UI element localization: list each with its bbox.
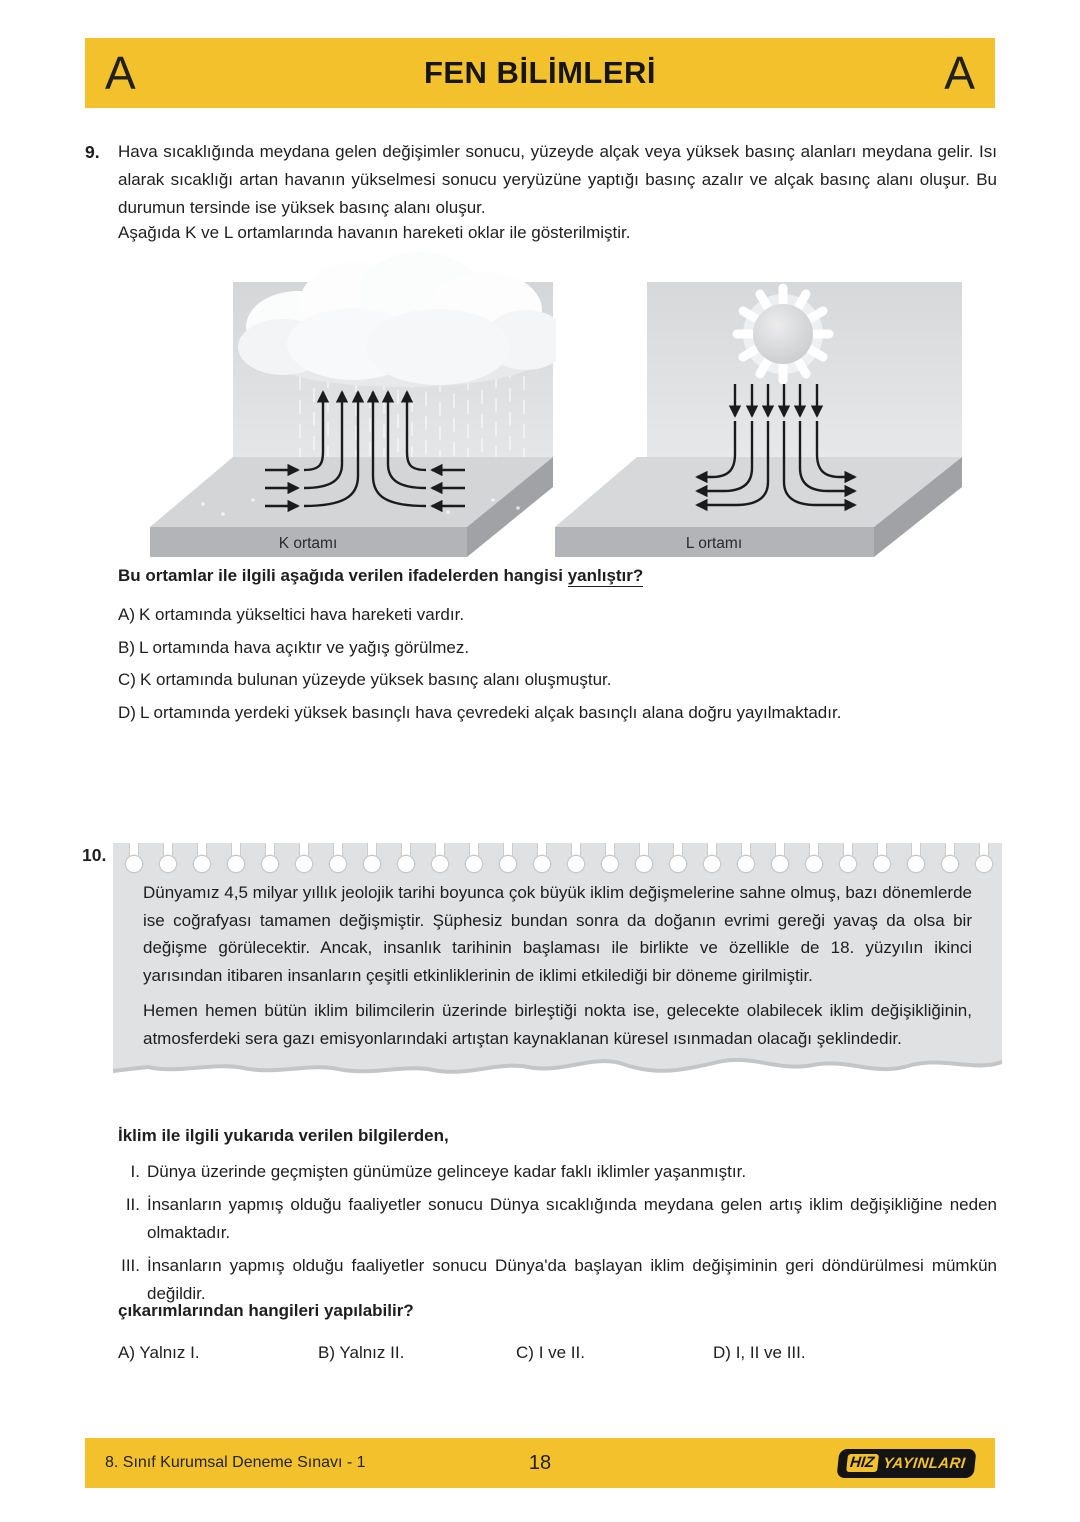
booklet-letter-right: A xyxy=(944,47,975,99)
option-a-text: Yalnız I. xyxy=(139,1343,200,1362)
question-9-body: Hava sıcaklığında meydana gelen değişimler sonucu, yüzeyde alçak veya yüksek basınç alanları meydana gelir. Isı alarak sıcaklığı artan havanın yükselmesi sonucu yeryüzüne yaptığı basınç azalır ve alçak basınç alanı oluşur. Bu durumun tersinde ise yüksek basınç alanı oluşur. xyxy=(118,142,997,217)
figure-k-environment xyxy=(148,252,556,560)
option-b xyxy=(118,636,997,660)
question-9-figures xyxy=(148,252,968,564)
page-number: 18 xyxy=(528,1451,552,1474)
question-9 xyxy=(85,138,997,222)
torn-paper-panel xyxy=(113,843,1002,1092)
publisher-logo-hiz: HIZ xyxy=(846,1454,879,1472)
figure-k-label: K ortamı xyxy=(278,535,338,552)
platform-k xyxy=(150,457,553,557)
torn-paper-body xyxy=(113,876,1002,1052)
option-a-text: K ortamında yükseltici hava hareketi vardır. xyxy=(139,605,465,624)
question-10-statements xyxy=(113,1158,997,1313)
statement-1 xyxy=(113,1158,997,1186)
option-c-label: C) xyxy=(118,670,136,689)
statement-2 xyxy=(113,1191,997,1247)
question-9-stem-underlined: yanlıştır? xyxy=(567,566,644,585)
statement-1-text: Dünya üzerinde geçmişten günümüze gelinceye kadar faklı iklimler yaşanmıştır. xyxy=(147,1162,747,1181)
option-a xyxy=(118,603,997,627)
question-10-paragraph-1: Dünyamız 4,5 milyar yıllık jeolojik tarihi boyunca çok büyük iklim değişmelerine sahne olmuş, bazı dönemlerde ise coğrafyası tamamen değişmiştir. Şüphesiz bundan sonra da doğanın evrimi gereği yavaş da olsa bir değişme görülecektir. Ancak, insanlık tarihinin başlaması ile birlikte ve özellikle de 18. yüzyılın ikinci yarısından itibaren insanların çeşitli etkinliklerinin de iklimi etkilediği bir döneme girilmiştir. xyxy=(143,883,972,985)
statement-2-text: İnsanların yapmış olduğu faaliyetler sonucu Dünya sıcaklığında meydana gelen artış iklim değişikliğine neden olmaktadır. xyxy=(147,1195,997,1242)
option-a xyxy=(118,1343,318,1363)
option-a-label: A) xyxy=(118,605,135,624)
question-9-stem-prefix: Bu ortamlar ile ilgili aşağıda verilen ifadelerden hangisi xyxy=(118,566,568,585)
question-10-number: 10. xyxy=(82,845,107,865)
option-c xyxy=(118,668,997,692)
question-10-lead-in: İklim ile ilgili yukarıda verilen bilgilerden, xyxy=(118,1126,449,1145)
option-d xyxy=(118,701,997,725)
rain-cloud-icon xyxy=(238,252,556,387)
statement-2-numeral: II. xyxy=(125,1195,140,1214)
torn-paper-ripped-edge xyxy=(113,1052,1002,1092)
option-c xyxy=(516,1343,713,1363)
footer-band xyxy=(85,1438,995,1488)
option-d-label: D) xyxy=(713,1343,731,1362)
torn-paper-perforation-edge xyxy=(113,843,1002,876)
header-band xyxy=(85,38,995,108)
question-9-number: 9. xyxy=(85,142,100,162)
exam-name: 8. Sınıf Kurumsal Deneme Sınavı - 1 xyxy=(105,1454,366,1471)
option-a-label: A) xyxy=(118,1343,135,1362)
option-c-label: C) xyxy=(516,1343,534,1362)
question-10-options xyxy=(118,1343,997,1363)
statement-3-text: İnsanların yapmış olduğu faaliyetler sonucu Dünya'da başlayan iklim değişiminin geri döndürülmesi mümkün değildir. xyxy=(147,1256,997,1303)
option-c-text: K ortamında bulunan yüzeyde yüksek basınç alanı oluşmuştur. xyxy=(139,670,612,689)
option-b-label: B) xyxy=(118,637,135,657)
platform-l xyxy=(555,457,962,557)
option-c-text: I ve II. xyxy=(538,1343,585,1362)
question-9-figure-caption: Aşağıda K ve L ortamlarında havanın hareketi oklar ile gösterilmiştir. xyxy=(118,223,631,242)
statement-3 xyxy=(113,1252,997,1308)
option-b xyxy=(318,1343,516,1363)
page-title: FEN BİLİMLERİ xyxy=(423,55,657,90)
question-10-stem: çıkarımlarından hangileri yapılabilir? xyxy=(118,1301,414,1320)
option-b-label: B) xyxy=(318,1343,335,1362)
statement-3-numeral: III. xyxy=(121,1256,140,1275)
option-d-label: D) xyxy=(118,702,136,722)
option-b-text: Yalnız II. xyxy=(339,1343,405,1362)
question-9-options xyxy=(118,603,997,733)
figure-l-environment xyxy=(552,258,964,560)
option-d-text: I, II ve III. xyxy=(735,1343,806,1362)
publisher-logo-yayinlari: YAYINLARI xyxy=(881,1454,966,1471)
option-b-text: L ortamında hava açıktır ve yağış görülmez. xyxy=(139,637,470,657)
question-9-stem xyxy=(118,566,997,586)
option-d-text: L ortamında yerdeki yüksek basınçlı hava çevredeki alçak basınçlı alana doğru yayılmaktadır. xyxy=(139,702,842,722)
option-d xyxy=(713,1343,806,1363)
statement-1-numeral: I. xyxy=(130,1162,140,1181)
figure-l-label: L ortamı xyxy=(685,535,743,552)
question-10-paragraph-2: Hemen hemen bütün iklim bilimcilerin üzerinde birleştiği nokta ise, gelecekte olabilecek iklim değişikliğinin, atmosferdeki sera gazı emisyonlarındaki artıştan kaynaklanan küresel ısınmadan olacağı şeklindedir. xyxy=(143,1001,972,1048)
publisher-logo xyxy=(836,1449,976,1478)
booklet-letter-left: A xyxy=(105,47,136,99)
